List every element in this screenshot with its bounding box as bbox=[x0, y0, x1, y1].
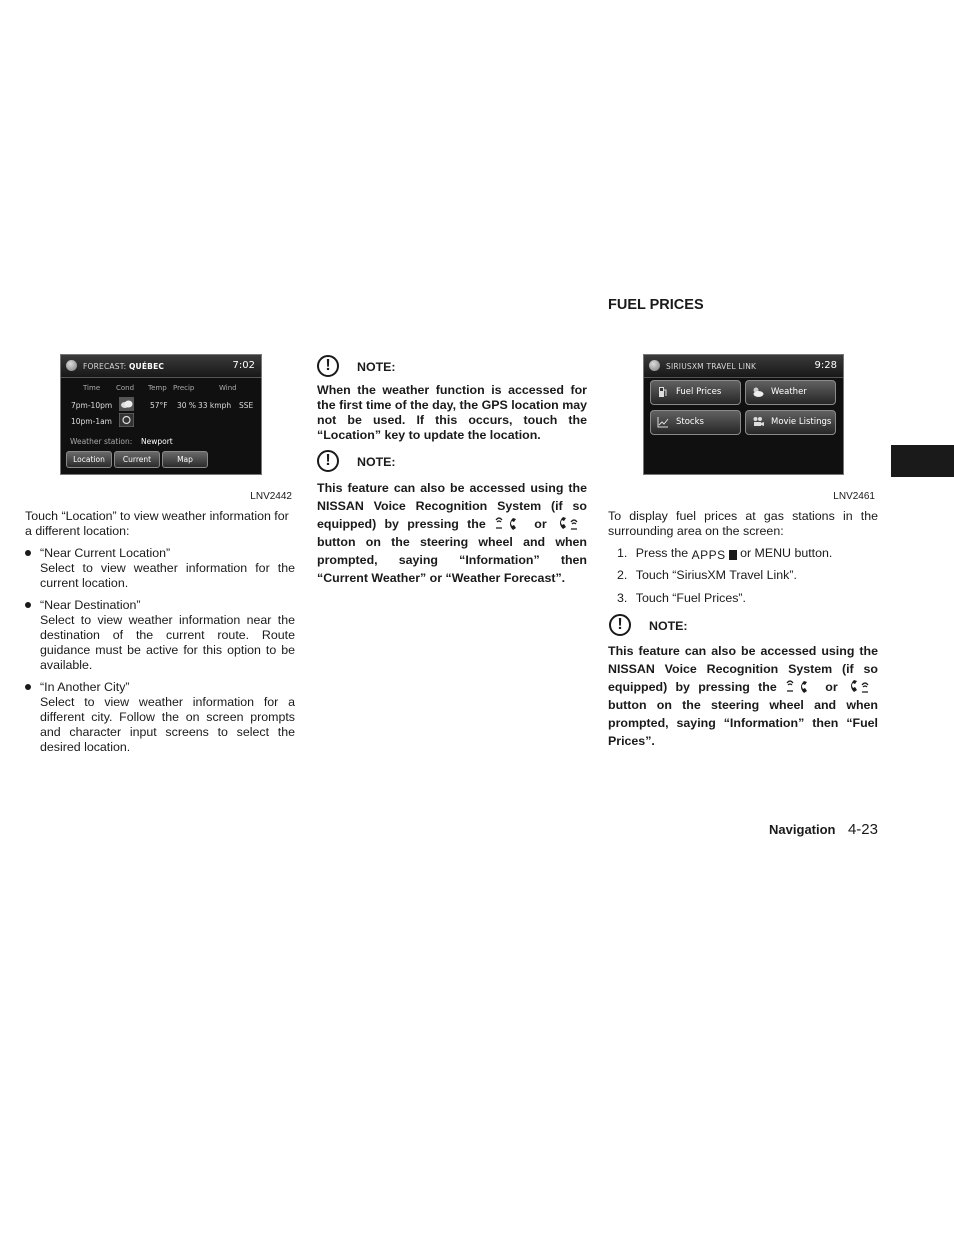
note-2-text bbox=[317, 479, 587, 587]
stocks-tile[interactable] bbox=[650, 410, 741, 435]
stocks-chart-icon bbox=[657, 416, 669, 428]
travel-link-screen bbox=[643, 354, 844, 475]
bullet-title: “In Another City” bbox=[40, 680, 130, 694]
left-intro: Touch “Location” to view weather information for a different location: bbox=[25, 509, 289, 538]
step-number: 3. bbox=[617, 591, 628, 605]
tile-label: Weather bbox=[771, 387, 807, 397]
screen-clock: 9:28 bbox=[814, 360, 837, 371]
weather-station-label: Weather station: bbox=[70, 437, 133, 446]
row2-time: 10pm-1am bbox=[71, 417, 112, 426]
phone-talk-button-icon bbox=[555, 516, 587, 531]
note-2-part-b: button on the steering wheel and when prompted, saying “Information” then “Current Weather” or “Weather Forecast”. bbox=[317, 535, 587, 585]
note-2-part-a: This feature can also be accessed using the NISSAN Voice Recognition System (if so equipped) by pressing the bbox=[317, 481, 587, 531]
bullet-dot bbox=[25, 550, 31, 556]
phone-talk-button-icon bbox=[846, 679, 878, 694]
talk-button-icon bbox=[494, 516, 526, 531]
tile-label: Movie Listings bbox=[771, 417, 832, 427]
note-2-or: or bbox=[534, 517, 547, 531]
row1-precip: 30 % bbox=[177, 401, 197, 410]
screen-title: FORECAST: QUÉBEC bbox=[83, 362, 165, 371]
film-camera-icon bbox=[752, 416, 764, 428]
bullet-near-current bbox=[25, 546, 295, 591]
col-wind: Wind bbox=[219, 384, 237, 392]
step-3 bbox=[617, 591, 879, 606]
step-1 bbox=[617, 546, 879, 563]
menu-globe-icon bbox=[649, 360, 660, 371]
current-button[interactable]: Current bbox=[114, 451, 160, 468]
bullet-dot bbox=[25, 684, 31, 690]
note-3-or: or bbox=[825, 680, 838, 694]
note-1-header bbox=[317, 355, 517, 381]
screen-clock: 7:02 bbox=[232, 360, 255, 371]
bullet-text: Select to view weather information for the current location. bbox=[40, 561, 295, 590]
note-2-header bbox=[317, 450, 517, 476]
step-number: 1. bbox=[617, 546, 628, 560]
step-text: Touch “SiriusXM Travel Link”. bbox=[635, 568, 797, 582]
talk-button-icon bbox=[785, 679, 817, 694]
row1-time: 7pm-10pm bbox=[71, 401, 113, 410]
row1-direction: SSE bbox=[239, 401, 254, 410]
caution-icon: ! bbox=[609, 614, 631, 636]
page-footer bbox=[700, 821, 878, 839]
col-cond: Cond bbox=[116, 384, 135, 392]
footer-section: Navigation bbox=[769, 822, 836, 837]
weather-cloud-icon bbox=[752, 386, 764, 398]
note-3-part-a: This feature can also be accessed using the NISSAN Voice Recognition System (if so equipped) by pressing the bbox=[608, 644, 878, 694]
cloudy-icon bbox=[119, 397, 134, 411]
apps-button-icon bbox=[692, 548, 737, 563]
menu-globe-icon bbox=[66, 360, 77, 371]
footer-page-number: 4-23 bbox=[847, 821, 878, 838]
note-label: NOTE: bbox=[357, 360, 396, 374]
apps-label: APPS bbox=[691, 548, 726, 562]
location-button[interactable]: Location bbox=[66, 451, 112, 468]
step-text-b: or MENU button. bbox=[740, 546, 833, 560]
caution-icon: ! bbox=[317, 450, 339, 472]
screen-header bbox=[61, 355, 261, 378]
bullet-title: “Near Destination” bbox=[40, 598, 141, 612]
note-label: NOTE: bbox=[649, 619, 688, 633]
note-3-text bbox=[608, 642, 878, 750]
col-precip: Precip bbox=[173, 384, 195, 392]
col-temp: Temp bbox=[148, 384, 167, 392]
step-text: Touch “Fuel Prices”. bbox=[635, 591, 746, 605]
bullet-title: “Near Current Location” bbox=[40, 546, 171, 560]
step-text-a: Press the bbox=[635, 546, 689, 560]
row1-wind: 33 kmph bbox=[198, 401, 232, 410]
tile-label: Stocks bbox=[676, 417, 704, 427]
row1-temp: 57°F bbox=[150, 401, 168, 410]
note-1-text: When the weather function is accessed for the first time of the day, the GPS location may not be used. If this occurs, touch the “Location” key to update the location. bbox=[317, 383, 587, 442]
step-number: 2. bbox=[617, 568, 628, 582]
section-tab-marker bbox=[891, 445, 954, 477]
note-3-header bbox=[609, 614, 809, 640]
section-heading: FUEL PRICES bbox=[608, 297, 704, 313]
col-time: Time bbox=[83, 384, 101, 392]
movie-listings-tile[interactable] bbox=[745, 410, 836, 435]
figure-caption-right: LNV2461 bbox=[833, 491, 875, 502]
note-3-part-b: button on the steering wheel and when prompted, saying “Information” then “Fuel Prices”. bbox=[608, 698, 878, 748]
figure-caption-left: LNV2442 bbox=[250, 491, 292, 502]
weather-tile[interactable] bbox=[745, 380, 836, 405]
bullet-text: Select to view weather information for a different city. Follow the on screen prompts and character input screens to select the desired location. bbox=[40, 695, 295, 754]
note-label: NOTE: bbox=[357, 455, 396, 469]
screen-title: SIRIUSXM TRAVEL LINK bbox=[666, 362, 757, 371]
screen-header bbox=[644, 355, 843, 378]
bullet-text: Select to view weather information near the destination of the current route. Route guidance must be active for this option to be available. bbox=[40, 613, 295, 672]
bullet-near-destination bbox=[25, 598, 295, 673]
tile-label: Fuel Prices bbox=[676, 387, 722, 397]
weather-station-value: Newport bbox=[141, 437, 173, 446]
map-button[interactable]: Map bbox=[162, 451, 208, 468]
fuel-prices-tile[interactable] bbox=[650, 380, 741, 405]
bullet-dot bbox=[25, 602, 31, 608]
step-2 bbox=[617, 568, 879, 583]
weather-forecast-screen bbox=[60, 354, 262, 475]
fuel-pump-icon bbox=[657, 386, 669, 398]
bullet-another-city bbox=[25, 680, 295, 755]
right-intro: To display fuel prices at gas stations in the surrounding area on the screen: bbox=[608, 509, 878, 538]
night-clear-icon bbox=[119, 413, 134, 427]
caution-icon: ! bbox=[317, 355, 339, 377]
